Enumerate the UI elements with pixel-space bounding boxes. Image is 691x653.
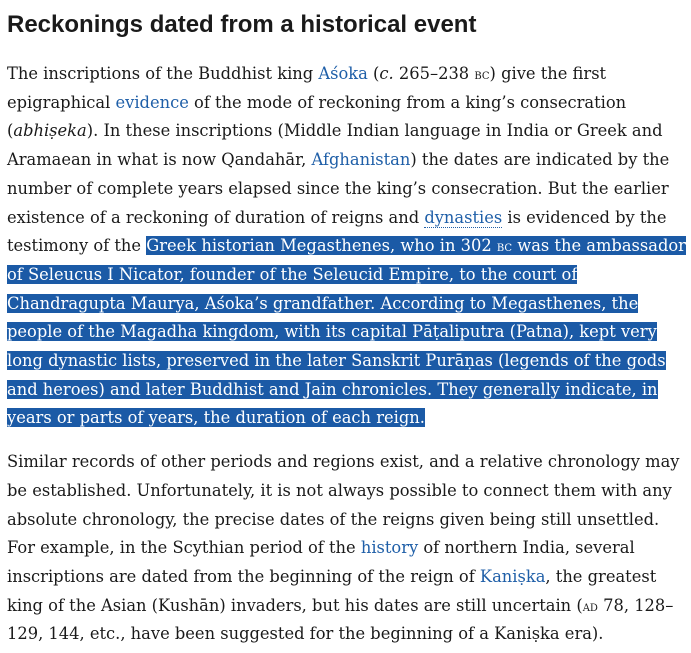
paragraph-asoka-inscriptions[interactable]: [7, 60, 687, 433]
text-run: The inscriptions of the Buddhist king: [7, 64, 319, 83]
text-run: , the greatest king of the Asian (Kushān) invaders, but his dates are still uncertain (: [7, 566, 657, 615]
circa-abbr: c.: [379, 64, 394, 83]
link-asoka[interactable]: Aśoka: [318, 64, 368, 83]
selected-text[interactable]: [7, 236, 686, 427]
text-run: ) the dates are indicated by the number of complete years elapsed since the king’s consecration. But the earlier existence of a reckoning of duration of reigns and: [7, 150, 670, 227]
era-bc: bc: [496, 237, 513, 256]
selected-text-run: Greek historian Megasthenes, who in 302: [146, 236, 497, 256]
era-ad: ad: [582, 596, 598, 615]
text-run: Similar records of other periods and regions exist, and a relative chronology may be established. Unfortunately, it is not always possible to connect them with any absolute chronology, the precise dates of the reigns given being still unsettled. For example, in the Scythian period of the: [7, 452, 680, 558]
text-run: of the mode of reckoning from a king’s consecration (: [7, 92, 627, 141]
term-abhiseka: abhiṣeka: [13, 121, 87, 141]
selected-text-run: was the ambassador of Seleucus I Nicator, founder of the Seleucid Empire, to the court of Chandragupta Maurya, Aśoka’s grandfather. According to Megasthenes, the people of the Magadha kingdom, with its capital Pāṭaliputra (Patna), kept very long dynastic lists, preserved in the later Sanskrit Purāṇas (legends of the gods and heroes) and later Buddhist and Jain chronicles. They generally indicate, in years or parts of years, the duration of each reign.: [7, 236, 686, 428]
text-run: of northern India, several inscriptions are dated from the beginning of the reign of: [7, 538, 635, 586]
text-run: is evidenced by the testimony of the: [7, 207, 667, 256]
link-afghanistan[interactable]: Afghanistan: [311, 150, 411, 170]
section-heading: Reckonings dated from a historical event: [7, 11, 477, 38]
article-section: [7, 0, 687, 649]
text-run: 265–238: [393, 64, 475, 83]
text-run: 78, 128–129, 144, etc., have been suggested for the beginning of a Kaniṣka era).: [7, 595, 674, 644]
paragraph-chronology[interactable]: [7, 448, 687, 649]
era-bc: bc: [474, 65, 490, 83]
text-run: ) give the first epigraphical: [7, 64, 607, 112]
link-dynasties[interactable]: dynasties: [424, 207, 503, 227]
link-kaniska[interactable]: Kaniṣka: [479, 566, 546, 586]
text-run: ). In these inscriptions (Middle Indian language in India or Greek and Aramaean in what is now Qandahār,: [7, 121, 663, 170]
text-run: (: [367, 64, 380, 83]
link-evidence[interactable]: evidence: [115, 92, 189, 112]
link-history[interactable]: history: [360, 538, 419, 558]
